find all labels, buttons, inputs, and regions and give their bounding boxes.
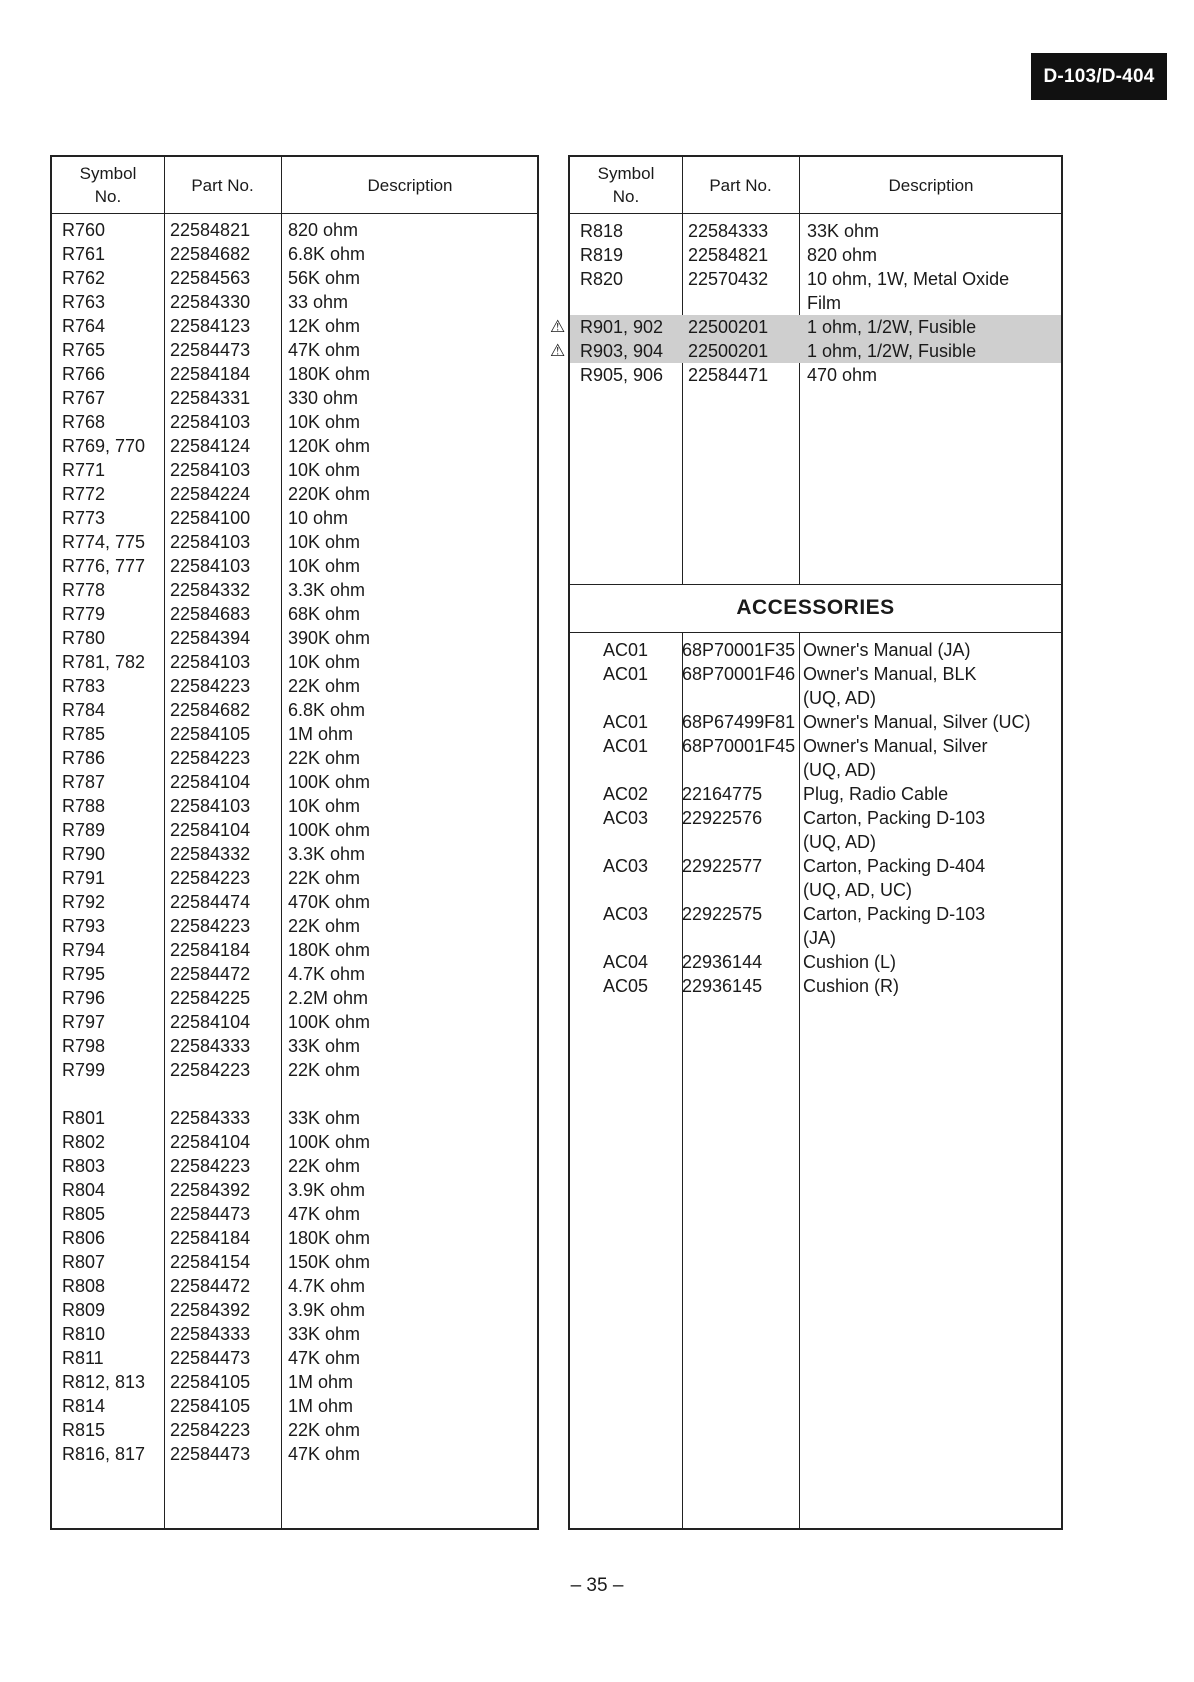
description-cell: 1 ohm, 1/2W, Fusible: [807, 317, 977, 337]
warning-icon: ⚠: [550, 341, 566, 360]
part-no-cell: 22584123: [170, 316, 251, 336]
description-cell: 22K ohm: [288, 748, 361, 768]
part-no-cell: 22584224: [170, 484, 251, 504]
table-row: [570, 782, 1061, 806]
description-cell: Carton, Packing D-404: [803, 856, 986, 876]
part-no-cell: 22584333: [688, 221, 769, 241]
part-no-cell: 68P70001F46: [682, 664, 796, 684]
part-no-cell: 22584105: [170, 1372, 251, 1392]
symbol-cell: R805: [62, 1204, 106, 1224]
table-row: [52, 386, 537, 410]
part-no-cell: 22584473: [170, 1204, 251, 1224]
table-row: [52, 914, 537, 938]
table-row: [570, 902, 1061, 950]
table-row: [52, 578, 537, 602]
symbol-cell: AC01: [603, 664, 649, 684]
description-cell: Owner's Manual, Silver: [803, 736, 988, 756]
part-no-cell: 22584474: [170, 892, 251, 912]
table-row: [52, 1154, 537, 1178]
description-cell: 3.9K ohm: [288, 1180, 366, 1200]
table-row: [570, 950, 1061, 974]
description-cell-continued: (JA): [803, 928, 836, 948]
symbol-cell: R819: [580, 245, 624, 265]
part-no-cell: 22584223: [170, 1420, 251, 1440]
description-cell: 3.9K ohm: [288, 1300, 366, 1320]
description-cell: 33K ohm: [288, 1324, 361, 1344]
table-row: [52, 626, 537, 650]
table-row: [52, 938, 537, 962]
description-cell: 33K ohm: [288, 1108, 361, 1128]
symbol-cell: R773: [62, 508, 106, 528]
table-row: [52, 1034, 537, 1058]
description-cell: Carton, Packing D-103: [803, 808, 986, 828]
part-no-cell: 22584332: [170, 844, 251, 864]
symbol-cell: R814: [62, 1396, 106, 1416]
table-row: [52, 1346, 537, 1370]
description-cell: 47K ohm: [288, 1444, 361, 1464]
part-no-cell: 22584332: [170, 580, 251, 600]
description-cell: 33K ohm: [288, 1036, 361, 1056]
symbol-cell: R810: [62, 1324, 106, 1344]
table-row: [52, 506, 537, 530]
description-cell: 100K ohm: [288, 1012, 371, 1032]
symbol-cell: R804: [62, 1180, 106, 1200]
part-no-cell: 22584394: [170, 628, 251, 648]
part-no-cell: 22584472: [170, 964, 251, 984]
part-no-cell: 22584223: [170, 916, 251, 936]
symbol-cell: R790: [62, 844, 106, 864]
description-cell: 10K ohm: [288, 532, 361, 552]
description-cell: 68K ohm: [288, 604, 361, 624]
table-row: [570, 363, 1061, 387]
symbol-cell: R761: [62, 244, 106, 264]
part-no-cell: 22936145: [682, 976, 763, 996]
table-row: [570, 854, 1061, 902]
table-row: [570, 662, 1061, 710]
table-row: [52, 482, 537, 506]
table-row: [52, 1442, 537, 1466]
part-no-cell: 22584104: [170, 820, 251, 840]
table-row: [52, 1394, 537, 1418]
part-no-cell: 68P67499F81: [682, 712, 796, 732]
table-row: [550, 339, 1061, 363]
description-cell: 6.8K ohm: [288, 244, 366, 264]
table-row: [52, 554, 537, 578]
description-cell: 22K ohm: [288, 676, 361, 696]
table-row: [570, 219, 1061, 243]
symbol-cell: R768: [62, 412, 106, 432]
table-row: [52, 842, 537, 866]
symbol-cell: R796: [62, 988, 106, 1008]
symbol-cell: R763: [62, 292, 106, 312]
description-cell: 180K ohm: [288, 364, 371, 384]
description-cell: 2.2M ohm: [288, 988, 369, 1008]
accessories-title: ACCESSORIES: [736, 596, 895, 619]
part-no-cell: 22584821: [688, 245, 769, 265]
symbol-cell: R785: [62, 724, 106, 744]
part-no-cell: 22584333: [170, 1108, 251, 1128]
symbol-cell: AC01: [603, 736, 649, 756]
symbol-cell: R808: [62, 1276, 106, 1296]
symbol-cell: R787: [62, 772, 106, 792]
part-no-cell: 22584223: [170, 868, 251, 888]
description-cell: Carton, Packing D-103: [803, 904, 986, 924]
table-row: [52, 1418, 537, 1442]
part-no-cell: 68P70001F45: [682, 736, 796, 756]
description-cell: 10K ohm: [288, 460, 361, 480]
part-no-cell: 22164775: [682, 784, 763, 804]
description-cell: 22K ohm: [288, 868, 361, 888]
description-cell: 10 ohm, 1W, Metal Oxide: [807, 269, 1010, 289]
part-no-cell: 22584103: [170, 412, 251, 432]
table-row: [52, 650, 537, 674]
table-row: [550, 315, 1061, 339]
table-row: [52, 1130, 537, 1154]
symbol-cell: R815: [62, 1420, 106, 1440]
description-cell: 10K ohm: [288, 556, 361, 576]
description-cell: 150K ohm: [288, 1252, 371, 1272]
part-no-cell: 22922577: [682, 856, 763, 876]
table-row: [570, 710, 1061, 734]
table-row: [52, 698, 537, 722]
part-no-cell: 22584682: [170, 700, 251, 720]
description-cell: Owner's Manual, Silver (UC): [803, 712, 1031, 732]
table-row: [52, 1274, 537, 1298]
table-row: [52, 1298, 537, 1322]
description-cell: 100K ohm: [288, 820, 371, 840]
part-no-cell: 22584473: [170, 340, 251, 360]
description-cell: 220K ohm: [288, 484, 371, 504]
table-row: [52, 314, 537, 338]
table-row: [570, 267, 1061, 315]
part-no-cell: 22584104: [170, 1132, 251, 1152]
table-row: [52, 1058, 537, 1082]
table-row: [52, 866, 537, 890]
part-no-cell: 22584100: [170, 508, 251, 528]
table-row: [52, 986, 537, 1010]
description-cell-continued: (UQ, AD): [803, 832, 877, 852]
description-cell: Plug, Radio Cable: [803, 784, 949, 804]
symbol-cell: R764: [62, 316, 106, 336]
accessories-rows: [570, 638, 1061, 998]
symbol-cell: R806: [62, 1228, 106, 1248]
header-description: Description: [367, 175, 453, 195]
table-row: [52, 266, 537, 290]
part-no-cell: 22584392: [170, 1180, 251, 1200]
symbol-cell: R760: [62, 220, 106, 240]
description-cell: 22K ohm: [288, 916, 361, 936]
description-cell: 10K ohm: [288, 412, 361, 432]
description-cell: Cushion (R): [803, 976, 900, 996]
description-cell: 820 ohm: [288, 220, 359, 240]
part-no-cell: 22584472: [170, 1276, 251, 1296]
symbol-cell: R791: [62, 868, 106, 888]
table-row: [570, 974, 1061, 998]
part-no-cell: 22500201: [688, 317, 769, 337]
table-row: [52, 602, 537, 626]
part-no-cell: 22584223: [170, 676, 251, 696]
symbol-cell: AC03: [603, 808, 649, 828]
symbol-cell: R789: [62, 820, 106, 840]
symbol-cell: R776, 777: [62, 556, 146, 576]
table-row: [52, 722, 537, 746]
part-no-cell: 22584225: [170, 988, 251, 1008]
table-row: [52, 818, 537, 842]
part-no-cell: 22584105: [170, 724, 251, 744]
description-cell: 4.7K ohm: [288, 964, 366, 984]
table-row: [52, 1250, 537, 1274]
description-cell: 180K ohm: [288, 1228, 371, 1248]
part-no-cell: 22584104: [170, 1012, 251, 1032]
symbol-cell: AC04: [603, 952, 649, 972]
symbol-cell: R807: [62, 1252, 106, 1272]
symbol-cell: R766: [62, 364, 106, 384]
symbol-cell: R803: [62, 1156, 106, 1176]
part-no-cell: 22584473: [170, 1444, 251, 1464]
symbol-cell: R783: [62, 676, 106, 696]
part-no-cell: 22584104: [170, 772, 251, 792]
description-cell: 22K ohm: [288, 1420, 361, 1440]
table-row: [52, 1106, 537, 1130]
description-cell-continued: (UQ, AD, UC): [803, 880, 913, 900]
part-no-cell: 22584105: [170, 1396, 251, 1416]
part-no-cell: 22584563: [170, 268, 251, 288]
warning-icon: ⚠: [550, 317, 566, 336]
header-part-no: Part No.: [191, 175, 254, 195]
part-no-cell: 22584184: [170, 364, 251, 384]
symbol-cell: R774, 775: [62, 532, 146, 552]
table-row: [52, 770, 537, 794]
description-cell: Owner's Manual, BLK: [803, 664, 977, 684]
symbol-cell: AC01: [603, 640, 649, 660]
part-no-cell: 22584471: [688, 365, 769, 385]
symbol-cell: AC02: [603, 784, 649, 804]
part-no-cell: 22570432: [688, 269, 769, 289]
symbol-cell: R802: [62, 1132, 106, 1152]
symbol-cell: R767: [62, 388, 106, 408]
description-cell: 100K ohm: [288, 772, 371, 792]
description-cell: 100K ohm: [288, 1132, 371, 1152]
part-no-cell: 22584184: [170, 940, 251, 960]
header-part-no: Part No.: [709, 175, 772, 195]
symbol-cell: R781, 782: [62, 652, 146, 672]
symbol-cell: R812, 813: [62, 1372, 146, 1392]
table-row: [52, 1082, 537, 1106]
header-description: Description: [888, 175, 974, 195]
table-row: [52, 1322, 537, 1346]
symbol-cell: AC05: [603, 976, 649, 996]
table-row: [52, 962, 537, 986]
description-cell: 4.7K ohm: [288, 1276, 366, 1296]
table-row: [52, 434, 537, 458]
part-no-cell: 22584223: [170, 748, 251, 768]
table-row: [52, 1202, 537, 1226]
header-symbol: Symbol No.: [597, 164, 655, 206]
part-no-cell: 22500201: [688, 341, 769, 361]
part-no-cell: 22584103: [170, 796, 251, 816]
symbol-cell: R784: [62, 700, 106, 720]
part-no-cell: 22584184: [170, 1228, 251, 1248]
description-cell: 390K ohm: [288, 628, 371, 648]
table-row: [52, 1370, 537, 1394]
part-no-cell: 22584392: [170, 1300, 251, 1320]
symbol-cell: R793: [62, 916, 106, 936]
table-row: [570, 638, 1061, 662]
symbol-cell: R809: [62, 1300, 106, 1320]
symbol-cell: R798: [62, 1036, 106, 1056]
symbol-cell: R780: [62, 628, 106, 648]
part-no-cell: 22584330: [170, 292, 251, 312]
symbol-cell: R818: [580, 221, 624, 241]
part-no-cell: 22584331: [170, 388, 251, 408]
part-no-cell: 22584683: [170, 604, 251, 624]
symbol-cell: R903, 904: [580, 341, 664, 361]
table-row: [52, 1010, 537, 1034]
symbol-cell: R797: [62, 1012, 106, 1032]
part-no-cell: 22584333: [170, 1324, 251, 1344]
symbol-cell: R820: [580, 269, 624, 289]
description-cell: 47K ohm: [288, 1204, 361, 1224]
table-row: [570, 806, 1061, 854]
symbol-cell: R905, 906: [580, 365, 664, 385]
description-cell: 10K ohm: [288, 796, 361, 816]
symbol-cell: AC03: [603, 904, 649, 924]
table-row: [52, 362, 537, 386]
header-symbol: Symbol No.: [79, 164, 137, 206]
description-cell: 470K ohm: [288, 892, 371, 912]
symbol-cell: R762: [62, 268, 106, 288]
description-cell: 1M ohm: [288, 724, 354, 744]
description-cell: 1M ohm: [288, 1372, 354, 1392]
symbol-cell: R778: [62, 580, 106, 600]
part-no-cell: 22584223: [170, 1060, 251, 1080]
description-cell: 180K ohm: [288, 940, 371, 960]
description-cell: 10K ohm: [288, 652, 361, 672]
description-cell: 1M ohm: [288, 1396, 354, 1416]
table-row: [52, 218, 537, 242]
description-cell: 10 ohm: [288, 508, 349, 528]
symbol-cell: R772: [62, 484, 106, 504]
part-no-cell: 22584682: [170, 244, 251, 264]
part-no-cell: 22922575: [682, 904, 763, 924]
description-cell: 3.3K ohm: [288, 580, 366, 600]
part-no-cell: 68P70001F35: [682, 640, 796, 660]
parts-table-left: [50, 155, 539, 1530]
symbol-cell: R816, 817: [62, 1444, 146, 1464]
description-cell: 22K ohm: [288, 1060, 361, 1080]
table-row: [52, 242, 537, 266]
table-row: [52, 794, 537, 818]
part-no-cell: 22584223: [170, 1156, 251, 1176]
description-cell-continued: (UQ, AD): [803, 760, 877, 780]
symbol-cell: R786: [62, 748, 106, 768]
description-cell: 33 ohm: [288, 292, 349, 312]
table-row: [52, 746, 537, 770]
symbol-cell: R771: [62, 460, 106, 480]
description-cell-continued: Film: [807, 293, 841, 313]
table-row: [52, 338, 537, 362]
part-no-cell: 22584154: [170, 1252, 251, 1272]
table-row: [52, 890, 537, 914]
symbol-cell: R769, 770: [62, 436, 146, 456]
symbol-cell: R795: [62, 964, 106, 984]
description-cell: 47K ohm: [288, 1348, 361, 1368]
description-cell: 3.3K ohm: [288, 844, 366, 864]
description-cell-continued: (UQ, AD): [803, 688, 877, 708]
symbol-cell: R788: [62, 796, 106, 816]
parts-table-right: [550, 155, 1063, 1530]
symbol-cell: R779: [62, 604, 106, 624]
table-row: [52, 1178, 537, 1202]
part-no-cell: 22584821: [170, 220, 251, 240]
symbol-cell: AC03: [603, 856, 649, 876]
part-no-cell: 22584473: [170, 1348, 251, 1368]
description-cell: 22K ohm: [288, 1156, 361, 1176]
description-cell: 470 ohm: [807, 365, 878, 385]
description-cell: 12K ohm: [288, 316, 361, 336]
description-cell: Owner's Manual (JA): [803, 640, 971, 660]
table-row: [52, 530, 537, 554]
symbol-cell: R799: [62, 1060, 106, 1080]
part-no-cell: 22936144: [682, 952, 763, 972]
description-cell: 1 ohm, 1/2W, Fusible: [807, 341, 977, 361]
description-cell: 820 ohm: [807, 245, 878, 265]
right-rows: [550, 219, 1061, 387]
table-row: [570, 734, 1061, 782]
symbol-cell: R794: [62, 940, 106, 960]
part-no-cell: 22584103: [170, 652, 251, 672]
page-number: – 35 –: [570, 1575, 624, 1596]
table-row: [52, 674, 537, 698]
part-no-cell: 22584103: [170, 532, 251, 552]
part-no-cell: 22584124: [170, 436, 251, 456]
description-cell: 330 ohm: [288, 388, 359, 408]
table-row: [52, 1226, 537, 1250]
description-cell: 56K ohm: [288, 268, 361, 288]
model-badge: D-103/D-404: [1031, 53, 1167, 100]
symbol-cell: R901, 902: [580, 317, 664, 337]
part-no-cell: 22584103: [170, 556, 251, 576]
symbol-cell: R801: [62, 1108, 106, 1128]
description-cell: 33K ohm: [807, 221, 880, 241]
description-cell: Cushion (L): [803, 952, 897, 972]
description-cell: 47K ohm: [288, 340, 361, 360]
part-no-cell: 22584333: [170, 1036, 251, 1056]
part-no-cell: 22584103: [170, 460, 251, 480]
description-cell: 6.8K ohm: [288, 700, 366, 720]
symbol-cell: R765: [62, 340, 106, 360]
part-no-cell: 22922576: [682, 808, 763, 828]
table-row: [52, 290, 537, 314]
symbol-cell: R792: [62, 892, 106, 912]
symbol-cell: AC01: [603, 712, 649, 732]
description-cell: 120K ohm: [288, 436, 371, 456]
left-rows: [52, 218, 537, 1466]
table-row: [52, 410, 537, 434]
table-row: [570, 243, 1061, 267]
table-row: [52, 458, 537, 482]
symbol-cell: R811: [62, 1348, 104, 1368]
